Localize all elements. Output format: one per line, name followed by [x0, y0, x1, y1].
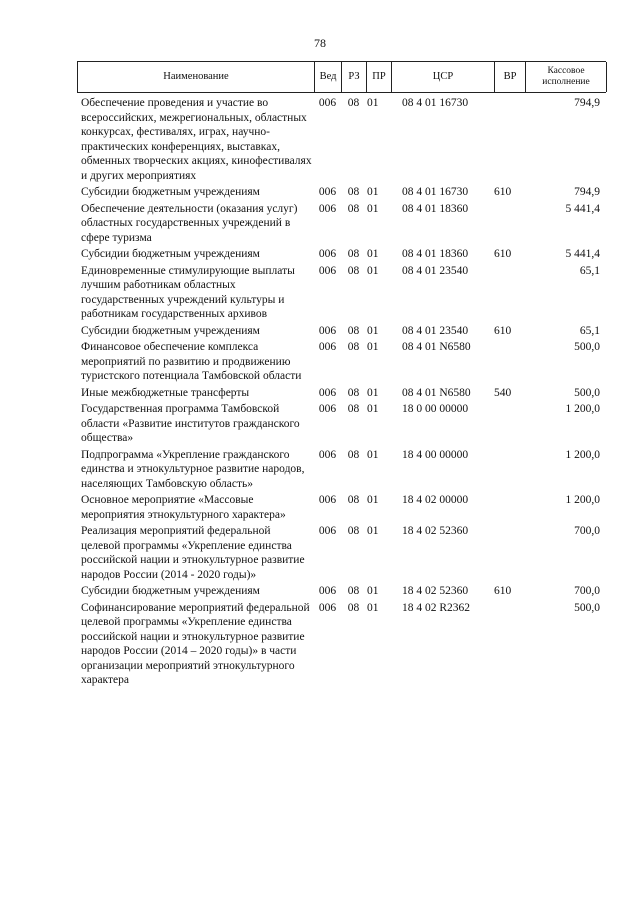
row-pr: 01 — [367, 601, 379, 614]
row-pr: 01 — [367, 494, 379, 506]
row-rz: 08 — [347, 341, 360, 353]
row-pr: 01 — [367, 585, 379, 597]
row-name: Субсидии бюджетным учреждениям — [81, 248, 260, 260]
row-rz: 08 — [347, 324, 360, 337]
row-vr — [494, 96, 525, 183]
row-vr: 540 — [494, 386, 512, 399]
table-row — [77, 324, 606, 339]
row-sum: 794,9 — [574, 97, 600, 109]
row-name: Софинансирование мероприятий федеральной целевой программы «Укрепление единства российской нации и этнокультурное развитие народов России (2014 – 2020 годы)» в части организации мероприятий этнокультурного характера — [81, 601, 310, 686]
row-pr: 01 — [367, 264, 379, 277]
row-csr: 18 4 02 52360 — [402, 585, 469, 597]
row-pr: 01 — [367, 202, 379, 215]
table-row — [77, 264, 606, 322]
row-csr: 08 4 01 N6580 — [402, 341, 471, 353]
row-csr: 18 4 00 00000 — [402, 448, 469, 461]
row-name: Субсидии бюджетным учреждениям — [81, 324, 260, 337]
row-vr: 610 — [494, 186, 512, 198]
header-rz: РЗ — [342, 62, 367, 92]
row-vr — [494, 402, 525, 446]
row-name: Финансовое обеспечение комплекса мероприятий по развитию и продвижению туристского потенциала Тамбовской области — [81, 341, 302, 382]
row-vr — [494, 340, 525, 384]
row-rz: 08 — [347, 386, 360, 399]
table-header — [77, 61, 606, 93]
table-row — [77, 202, 606, 246]
header-ved: Вед — [315, 62, 342, 92]
row-name: Субсидии бюджетным учреждениям — [81, 585, 260, 597]
row-sum: 5 441,4 — [565, 202, 600, 215]
table-row — [77, 185, 606, 200]
row-vr — [494, 448, 525, 492]
row-vr — [494, 601, 525, 688]
row-ved: 006 — [318, 264, 337, 277]
row-csr: 08 4 01 18360 — [402, 202, 469, 215]
row-csr: 08 4 01 23540 — [402, 264, 469, 277]
row-ved: 006 — [318, 525, 337, 537]
page-number: 78 — [314, 36, 326, 50]
header-pr: ПР — [367, 62, 392, 92]
row-pr: 01 — [367, 186, 379, 198]
row-csr: 08 4 01 23540 — [402, 324, 469, 337]
row-pr: 01 — [367, 97, 379, 109]
row-csr: 18 0 00 00000 — [402, 403, 469, 415]
row-vr — [494, 524, 525, 582]
row-ved: 006 — [318, 585, 337, 597]
row-ved: 006 — [318, 403, 337, 415]
row-ved: 006 — [318, 494, 337, 506]
row-ved: 006 — [318, 386, 337, 399]
row-rz: 08 — [347, 494, 360, 506]
row-rz: 08 — [347, 585, 360, 597]
row-sum: 5 441,4 — [565, 248, 600, 260]
row-csr: 18 4 02 R2362 — [402, 601, 471, 614]
row-name: Реализация мероприятий федеральной целевой программы «Укрепление единства российской нации и этнокультурное развитие народов России (2014 - 2020 годы)» — [81, 525, 305, 581]
row-sum: 794,9 — [574, 186, 600, 198]
table-row — [77, 448, 606, 492]
row-ved: 006 — [318, 97, 337, 109]
header-vr: ВР — [495, 62, 526, 92]
row-name: Государственная программа Тамбовской области «Развитие институтов гражданского общества» — [81, 403, 300, 444]
table-row — [77, 340, 606, 384]
row-name: Иные межбюджетные трансферты — [81, 386, 250, 399]
row-sum: 1 200,0 — [565, 403, 600, 415]
row-ved: 006 — [318, 248, 337, 260]
row-ved: 006 — [318, 202, 337, 215]
table-row — [77, 386, 606, 401]
row-sum: 700,0 — [574, 525, 600, 537]
row-sum: 500,0 — [574, 386, 600, 399]
table-row — [77, 601, 606, 688]
row-pr: 01 — [367, 386, 379, 399]
row-csr: 08 4 01 N6580 — [402, 386, 471, 399]
row-name: Единовременные стимулирующие выплаты лучшим работникам областных государственных учреждений культуры и работникам государственных архивов — [81, 264, 295, 320]
row-vr — [494, 264, 525, 322]
row-sum: 1 200,0 — [565, 448, 600, 461]
row-rz: 08 — [347, 448, 360, 461]
row-vr — [494, 493, 525, 522]
row-sum: 65,1 — [579, 324, 600, 337]
table-row — [77, 402, 606, 446]
row-ved: 006 — [318, 341, 337, 353]
row-ved: 006 — [318, 186, 337, 198]
table-row — [77, 584, 606, 599]
row-pr: 01 — [367, 525, 379, 537]
row-pr: 01 — [367, 341, 379, 353]
table-body — [77, 96, 606, 688]
row-csr: 08 4 01 16730 — [402, 97, 469, 109]
row-name: Обеспечение проведения и участие во всероссийских, межрегиональных, областных конкурсах, фестивалях, играх, научно-практических конференциях, выставках, обменных творческих акциях, кинофестивалях и других мероприятиях — [81, 97, 312, 182]
row-rz: 08 — [347, 202, 360, 215]
row-csr: 08 4 01 18360 — [402, 248, 469, 260]
row-vr — [494, 202, 525, 246]
row-rz: 08 — [347, 403, 360, 415]
table-row — [77, 524, 606, 582]
row-ved: 006 — [318, 324, 337, 337]
row-sum: 500,0 — [574, 341, 600, 353]
row-pr: 01 — [367, 403, 379, 415]
row-sum: 1 200,0 — [565, 494, 600, 506]
row-ved: 006 — [318, 601, 337, 614]
row-pr: 01 — [367, 324, 379, 337]
header-csr: ЦСР — [392, 62, 495, 92]
row-csr: 18 4 02 52360 — [402, 525, 469, 537]
row-sum: 700,0 — [574, 585, 600, 597]
table-row — [77, 247, 606, 262]
row-rz: 08 — [347, 601, 360, 614]
budget-table — [77, 61, 606, 690]
row-csr: 08 4 01 16730 — [402, 186, 469, 198]
row-name: Субсидии бюджетным учреждениям — [81, 186, 260, 198]
table-row — [77, 96, 606, 183]
row-ved: 006 — [318, 448, 337, 461]
header-sum: Кассовое исполнение — [526, 62, 607, 92]
row-rz: 08 — [347, 97, 360, 109]
row-pr: 01 — [367, 448, 379, 461]
row-rz: 08 — [347, 525, 360, 537]
row-vr: 610 — [494, 248, 512, 260]
row-rz: 08 — [347, 248, 360, 260]
row-vr: 610 — [494, 585, 512, 597]
row-name: Подпрограмма «Укрепление гражданского единства и этнокультурное развитие народов, населяющих Тамбовскую область» — [81, 448, 305, 490]
row-csr: 18 4 02 00000 — [402, 494, 469, 506]
row-name: Основное мероприятие «Массовые мероприятия этнокультурного характера» — [81, 494, 286, 521]
row-pr: 01 — [367, 248, 379, 260]
row-vr: 610 — [494, 324, 512, 337]
row-sum: 500,0 — [574, 601, 600, 614]
table-row — [77, 493, 606, 522]
row-rz: 08 — [347, 186, 360, 198]
row-rz: 08 — [347, 264, 360, 277]
header-name: Наименование — [78, 62, 315, 92]
row-sum: 65,1 — [579, 264, 600, 277]
row-name: Обеспечение деятельности (оказания услуг) областных государственных учреждений в сфере туризма — [81, 202, 298, 244]
